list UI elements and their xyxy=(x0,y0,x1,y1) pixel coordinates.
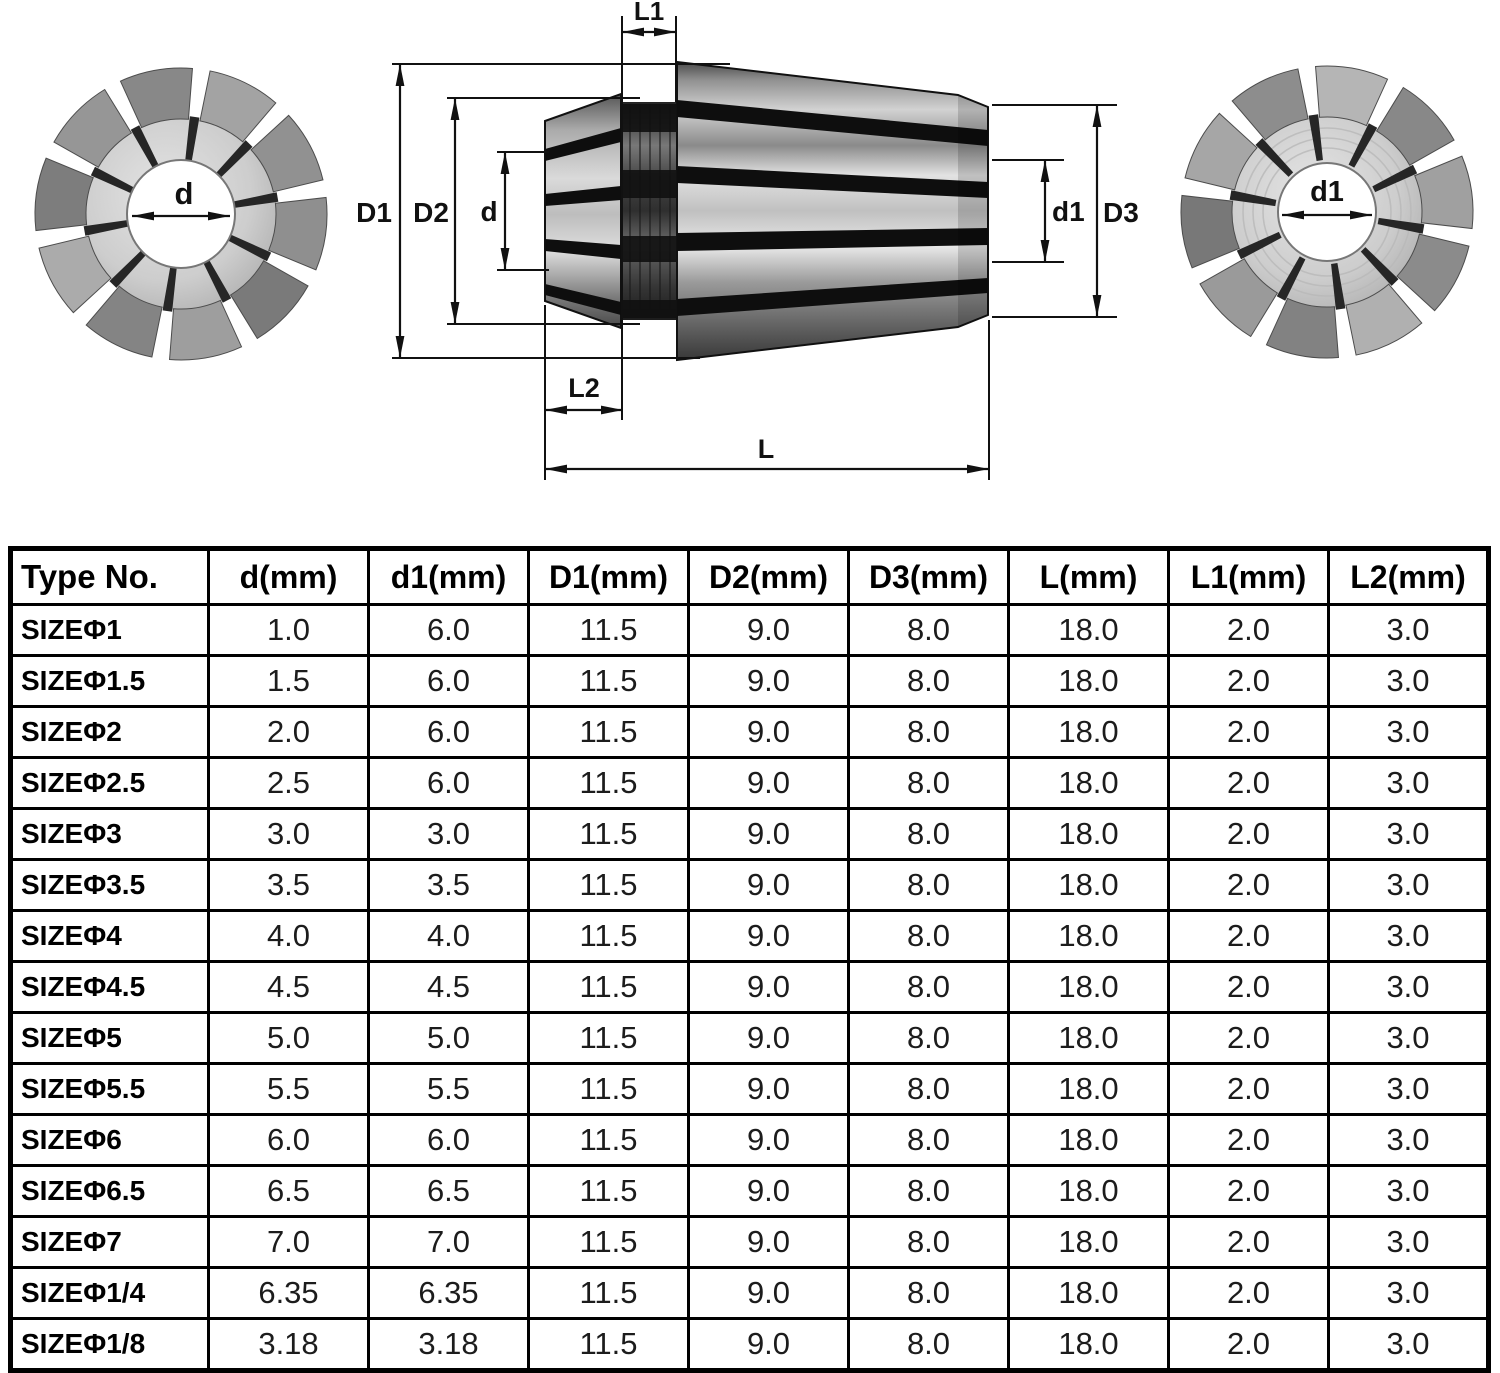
value-cell: 3.0 xyxy=(369,809,529,860)
value-cell: 8.0 xyxy=(849,911,1009,962)
header-cell: D1(mm) xyxy=(529,549,689,605)
value-cell: 2.0 xyxy=(1169,758,1329,809)
header-cell: L1(mm) xyxy=(1169,549,1329,605)
value-cell: 6.35 xyxy=(369,1268,529,1319)
value-cell: 9.0 xyxy=(689,605,849,656)
value-cell: 11.5 xyxy=(529,1319,689,1371)
value-cell: 3.0 xyxy=(1329,1268,1489,1319)
type-cell: SIZEΦ6.5 xyxy=(11,1166,209,1217)
value-cell: 3.0 xyxy=(1329,1217,1489,1268)
value-cell: 11.5 xyxy=(529,656,689,707)
type-cell: SIZEΦ3.5 xyxy=(11,860,209,911)
header-cell: D2(mm) xyxy=(689,549,849,605)
header-row xyxy=(11,549,1489,605)
value-cell: 3.18 xyxy=(209,1319,369,1371)
type-cell: SIZEΦ5 xyxy=(11,1013,209,1064)
value-cell: 9.0 xyxy=(689,911,849,962)
dim-label-l1: L1 xyxy=(633,0,665,26)
table-row xyxy=(11,860,1489,911)
value-cell: 6.0 xyxy=(369,1115,529,1166)
value-cell: 18.0 xyxy=(1009,707,1169,758)
value-cell: 18.0 xyxy=(1009,656,1169,707)
value-cell: 11.5 xyxy=(529,1268,689,1319)
value-cell: 9.0 xyxy=(689,1217,849,1268)
table-row xyxy=(11,1166,1489,1217)
dim-label-front-d: d xyxy=(174,176,194,211)
header-cell: d(mm) xyxy=(209,549,369,605)
type-cell: SIZEΦ1/8 xyxy=(11,1319,209,1371)
value-cell: 8.0 xyxy=(849,962,1009,1013)
value-cell: 2.0 xyxy=(1169,1268,1329,1319)
value-cell: 18.0 xyxy=(1009,605,1169,656)
value-cell: 3.0 xyxy=(1329,1013,1489,1064)
value-cell: 3.0 xyxy=(1329,1166,1489,1217)
header-cell: D3(mm) xyxy=(849,549,1009,605)
value-cell: 2.5 xyxy=(209,758,369,809)
type-cell: SIZEΦ2.5 xyxy=(11,758,209,809)
value-cell: 4.0 xyxy=(209,911,369,962)
type-cell: SIZEΦ2 xyxy=(11,707,209,758)
value-cell: 18.0 xyxy=(1009,1115,1169,1166)
value-cell: 5.0 xyxy=(209,1013,369,1064)
value-cell: 8.0 xyxy=(849,1064,1009,1115)
type-cell: SIZEΦ3 xyxy=(11,809,209,860)
value-cell: 2.0 xyxy=(1169,1217,1329,1268)
value-cell: 18.0 xyxy=(1009,1064,1169,1115)
value-cell: 8.0 xyxy=(849,1166,1009,1217)
value-cell: 11.5 xyxy=(529,860,689,911)
dim-label-d: d xyxy=(480,196,498,227)
type-cell: SIZEΦ1/4 xyxy=(11,1268,209,1319)
value-cell: 3.0 xyxy=(1329,1115,1489,1166)
value-cell: 3.5 xyxy=(369,860,529,911)
value-cell: 5.0 xyxy=(369,1013,529,1064)
value-cell: 11.5 xyxy=(529,1013,689,1064)
value-cell: 9.0 xyxy=(689,809,849,860)
value-cell: 8.0 xyxy=(849,758,1009,809)
value-cell: 6.0 xyxy=(209,1115,369,1166)
spec-table xyxy=(8,546,1491,1373)
value-cell: 11.5 xyxy=(529,1064,689,1115)
dim-label-d1-bore: d1 xyxy=(1052,196,1085,227)
type-cell: SIZEΦ1.5 xyxy=(11,656,209,707)
value-cell: 11.5 xyxy=(529,1217,689,1268)
value-cell: 8.0 xyxy=(849,809,1009,860)
table-row xyxy=(11,707,1489,758)
value-cell: 4.5 xyxy=(209,962,369,1013)
value-cell: 9.0 xyxy=(689,962,849,1013)
body-end-shading xyxy=(958,95,988,327)
value-cell: 6.35 xyxy=(209,1268,369,1319)
value-cell: 3.5 xyxy=(209,860,369,911)
value-cell: 2.0 xyxy=(1169,809,1329,860)
value-cell: 18.0 xyxy=(1009,1166,1169,1217)
value-cell: 2.0 xyxy=(1169,1166,1329,1217)
value-cell: 18.0 xyxy=(1009,1319,1169,1371)
value-cell: 5.5 xyxy=(209,1064,369,1115)
value-cell: 2.0 xyxy=(1169,962,1329,1013)
value-cell: 6.0 xyxy=(369,707,529,758)
value-cell: 9.0 xyxy=(689,707,849,758)
value-cell: 18.0 xyxy=(1009,1013,1169,1064)
value-cell: 8.0 xyxy=(849,656,1009,707)
type-cell: SIZEΦ6 xyxy=(11,1115,209,1166)
value-cell: 18.0 xyxy=(1009,809,1169,860)
table-row xyxy=(11,1268,1489,1319)
value-cell: 11.5 xyxy=(529,809,689,860)
type-cell: SIZEΦ4.5 xyxy=(11,962,209,1013)
value-cell: 11.5 xyxy=(529,962,689,1013)
value-cell: 2.0 xyxy=(1169,1064,1329,1115)
dim-label-back-d1: d1 xyxy=(1310,176,1344,208)
value-cell: 18.0 xyxy=(1009,911,1169,962)
value-cell: 5.5 xyxy=(369,1064,529,1115)
value-cell: 11.5 xyxy=(529,758,689,809)
value-cell: 9.0 xyxy=(689,1319,849,1371)
value-cell: 8.0 xyxy=(849,1217,1009,1268)
value-cell: 11.5 xyxy=(529,1166,689,1217)
value-cell: 2.0 xyxy=(1169,1115,1329,1166)
value-cell: 9.0 xyxy=(689,1115,849,1166)
table-row xyxy=(11,962,1489,1013)
value-cell: 9.0 xyxy=(689,1064,849,1115)
value-cell: 3.0 xyxy=(1329,758,1489,809)
table-row xyxy=(11,1013,1489,1064)
table-row xyxy=(11,1064,1489,1115)
value-cell: 9.0 xyxy=(689,1013,849,1064)
value-cell: 2.0 xyxy=(1169,656,1329,707)
value-cell: 18.0 xyxy=(1009,1268,1169,1319)
value-cell: 9.0 xyxy=(689,860,849,911)
type-cell: SIZEΦ1 xyxy=(11,605,209,656)
dim-label-d1-outer: D1 xyxy=(356,197,392,228)
value-cell: 6.0 xyxy=(369,758,529,809)
value-cell: 6.5 xyxy=(369,1166,529,1217)
value-cell: 11.5 xyxy=(529,1115,689,1166)
value-cell: 6.0 xyxy=(369,656,529,707)
value-cell: 1.0 xyxy=(209,605,369,656)
collet-front-view xyxy=(31,64,330,364)
value-cell: 3.0 xyxy=(1329,860,1489,911)
collet-back-view xyxy=(1177,62,1476,362)
table-row xyxy=(11,1217,1489,1268)
value-cell: 6.5 xyxy=(209,1166,369,1217)
table-row xyxy=(11,758,1489,809)
table-row xyxy=(11,1115,1489,1166)
collet-side-view xyxy=(356,0,1139,480)
value-cell: 18.0 xyxy=(1009,1217,1169,1268)
value-cell: 3.0 xyxy=(1329,656,1489,707)
value-cell: 2.0 xyxy=(1169,605,1329,656)
header-cell: Type No. xyxy=(11,549,209,605)
value-cell: 3.0 xyxy=(1329,1319,1489,1371)
value-cell: 3.18 xyxy=(369,1319,529,1371)
value-cell: 2.0 xyxy=(1169,707,1329,758)
dim-label-d2: D2 xyxy=(413,197,449,228)
value-cell: 2.0 xyxy=(1169,1013,1329,1064)
value-cell: 9.0 xyxy=(689,656,849,707)
table-row xyxy=(11,809,1489,860)
table-row xyxy=(11,1319,1489,1371)
value-cell: 7.0 xyxy=(369,1217,529,1268)
value-cell: 3.0 xyxy=(209,809,369,860)
value-cell: 8.0 xyxy=(849,1115,1009,1166)
value-cell: 8.0 xyxy=(849,1268,1009,1319)
value-cell: 1.5 xyxy=(209,656,369,707)
dim-label-d3: D3 xyxy=(1103,197,1139,228)
dim-label-l: L xyxy=(757,434,775,464)
value-cell: 3.0 xyxy=(1329,809,1489,860)
table-row xyxy=(11,605,1489,656)
value-cell: 11.5 xyxy=(529,707,689,758)
value-cell: 8.0 xyxy=(849,605,1009,656)
value-cell: 2.0 xyxy=(1169,1319,1329,1371)
value-cell: 2.0 xyxy=(1169,860,1329,911)
value-cell: 7.0 xyxy=(209,1217,369,1268)
value-cell: 2.0 xyxy=(209,707,369,758)
value-cell: 4.0 xyxy=(369,911,529,962)
value-cell: 6.0 xyxy=(369,605,529,656)
value-cell: 9.0 xyxy=(689,1268,849,1319)
value-cell: 8.0 xyxy=(849,1013,1009,1064)
type-cell: SIZEΦ5.5 xyxy=(11,1064,209,1115)
value-cell: 8.0 xyxy=(849,707,1009,758)
value-cell: 3.0 xyxy=(1329,962,1489,1013)
value-cell: 18.0 xyxy=(1009,962,1169,1013)
value-cell: 2.0 xyxy=(1169,911,1329,962)
header-cell: d1(mm) xyxy=(369,549,529,605)
value-cell: 11.5 xyxy=(529,605,689,656)
dim-label-l2: L2 xyxy=(568,373,600,403)
value-cell: 9.0 xyxy=(689,1166,849,1217)
value-cell: 4.5 xyxy=(369,962,529,1013)
value-cell: 9.0 xyxy=(689,758,849,809)
value-cell: 8.0 xyxy=(849,1319,1009,1371)
header-cell: L2(mm) xyxy=(1329,549,1489,605)
type-cell: SIZEΦ7 xyxy=(11,1217,209,1268)
type-cell: SIZEΦ4 xyxy=(11,911,209,962)
technical-diagram xyxy=(0,0,1500,540)
table-row xyxy=(11,656,1489,707)
table-row xyxy=(11,911,1489,962)
value-cell: 8.0 xyxy=(849,860,1009,911)
value-cell: 3.0 xyxy=(1329,707,1489,758)
value-cell: 18.0 xyxy=(1009,860,1169,911)
value-cell: 3.0 xyxy=(1329,605,1489,656)
value-cell: 11.5 xyxy=(529,911,689,962)
header-cell: L(mm) xyxy=(1009,549,1169,605)
value-cell: 3.0 xyxy=(1329,911,1489,962)
value-cell: 3.0 xyxy=(1329,1064,1489,1115)
value-cell: 18.0 xyxy=(1009,758,1169,809)
